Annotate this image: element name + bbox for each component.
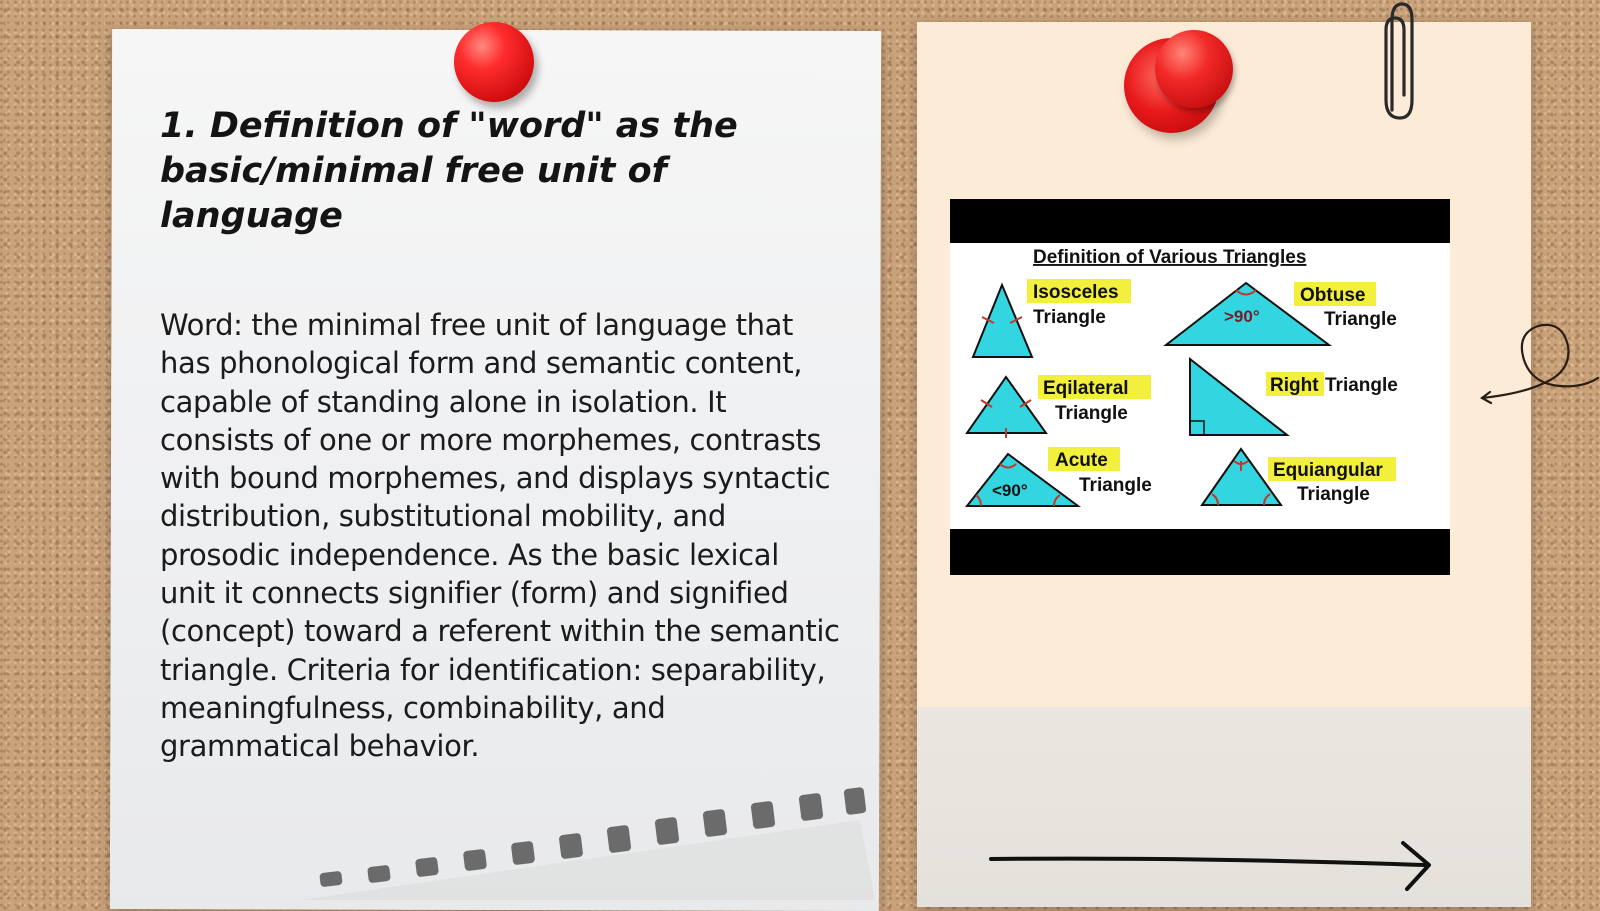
- equilateral-triangle: [967, 377, 1046, 433]
- triangles-diagram: [950, 199, 1450, 575]
- torn-notebook-edge: [300, 780, 880, 900]
- obtuse-angle-label: >90°: [1224, 307, 1260, 326]
- acute-angle-label: <90°: [992, 481, 1028, 500]
- slide-title: 1. Definition of "word" as the basic/minimal free unit of language: [160, 106, 738, 236]
- isosceles-triangle-word: Triangle: [1033, 307, 1106, 328]
- triangles-svg: [950, 199, 1450, 575]
- diagram-heading: Definition of Various Triangles: [1033, 247, 1307, 268]
- squiggle-doodle-icon: [1480, 310, 1600, 410]
- right-label: Right: [1270, 375, 1319, 396]
- isosceles-triangle: [973, 285, 1032, 357]
- equiangular-label: Equiangular: [1273, 460, 1383, 481]
- obtuse-label: Obtuse: [1300, 285, 1366, 306]
- arrow-right-icon: [985, 835, 1445, 895]
- right-triangle-word: Triangle: [1325, 375, 1398, 396]
- equiangular-triangle-word: Triangle: [1297, 484, 1370, 505]
- acute-triangle-word: Triangle: [1079, 475, 1152, 496]
- isosceles-label: Isosceles: [1033, 282, 1119, 303]
- equilateral-label: Eqilateral: [1043, 378, 1129, 399]
- equilateral-triangle-word: Triangle: [1055, 403, 1128, 424]
- left-push-pin-icon: [454, 22, 534, 102]
- definition-paragraph: Word: the minimal free unit of language that has phonological form and semantic content, capable of standing alone in isolation. It consists of one or more morphemes, contrasts with bound morphemes, and displays syntactic distribution, substitutional mobility, and prosodic independence. As the basic lexical unit it connects signifier (form) and signified (concept) toward a referent within the semantic triangle. Criteria for identification: separability, meaningfulness, combinability, and grammatical behavior.: [160, 308, 840, 764]
- paperclip-icon: [1378, 0, 1418, 125]
- right-push-pin-front-icon: [1155, 30, 1233, 108]
- obtuse-triangle-word: Triangle: [1324, 309, 1397, 330]
- acute-label: Acute: [1055, 450, 1108, 471]
